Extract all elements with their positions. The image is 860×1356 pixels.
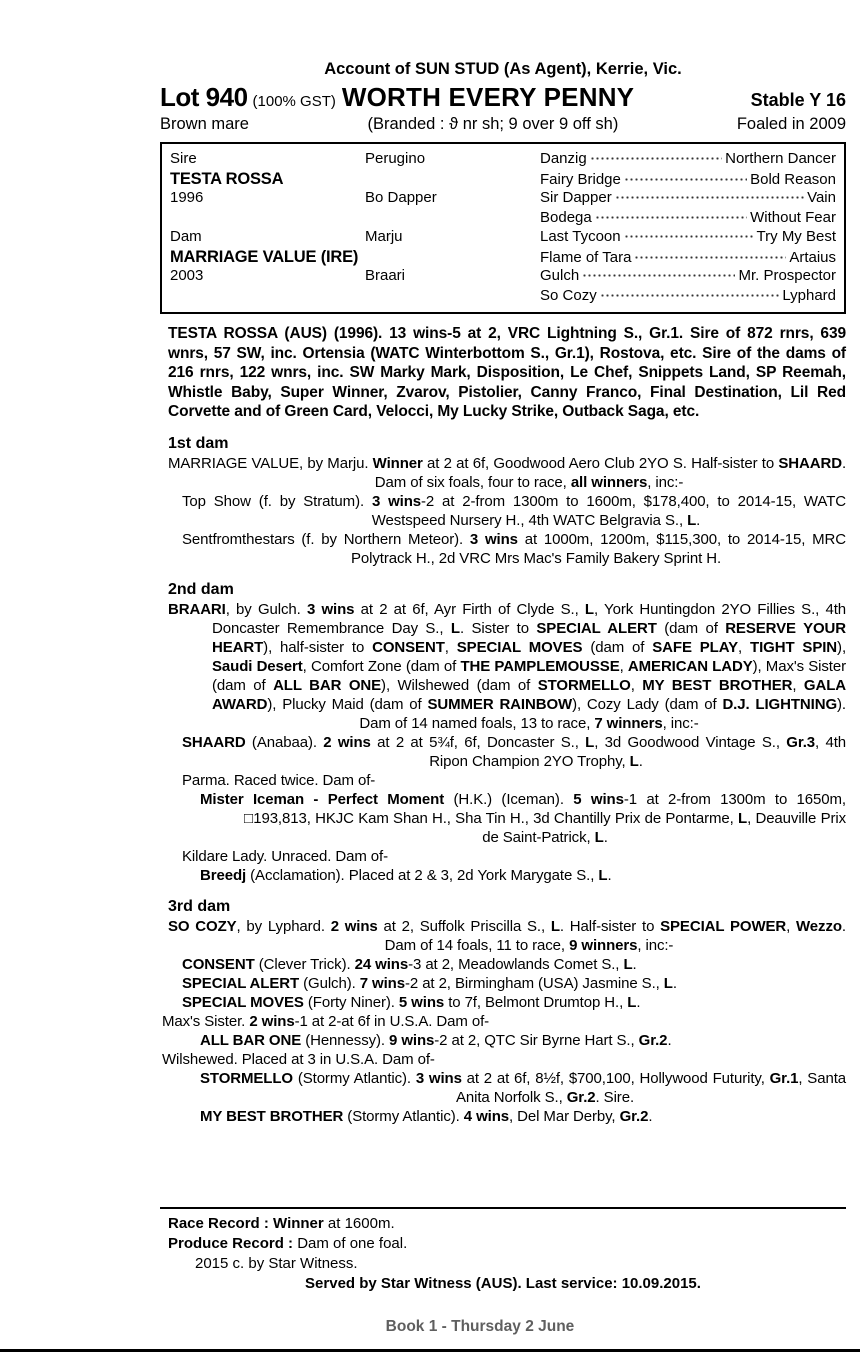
text-run: SUMMER RAINBOW bbox=[427, 695, 573, 713]
text-run: . Sire. bbox=[595, 1088, 635, 1106]
pedigree-leader-row bbox=[540, 287, 836, 304]
pedigree-paragraph bbox=[182, 847, 846, 866]
ancestor-dam: Vain bbox=[807, 189, 836, 206]
text-run: 24 wins bbox=[354, 955, 409, 973]
text-run: , bbox=[444, 638, 457, 656]
text-run: , 4th Ripon Champion 2YO Trophy, bbox=[429, 733, 847, 770]
text-run: 2 wins bbox=[323, 733, 371, 751]
pedigree-leader-row bbox=[540, 171, 836, 188]
text-run: 9 wins bbox=[389, 1031, 435, 1049]
text-run: 2 wins bbox=[249, 1012, 295, 1030]
text-run: 3 wins bbox=[306, 600, 355, 618]
text-run: . Dam of six foals, four to race, bbox=[374, 454, 847, 491]
ancestor-dam: Try My Best bbox=[756, 228, 836, 245]
text-run: at 2 at 6f, Goodwood Aero Club 2YO S. Half-sister to bbox=[422, 454, 779, 472]
text-run: Top Show (f. by Stratum). bbox=[182, 492, 372, 510]
text-run: , by Lyphard. bbox=[236, 917, 331, 935]
text-run: . Half-sister to bbox=[559, 917, 661, 935]
text-run: 4 wins bbox=[463, 1107, 510, 1125]
text-run: . bbox=[636, 993, 641, 1011]
text-run: Gr.2 bbox=[566, 1088, 596, 1106]
pedigree-leader-row bbox=[540, 209, 836, 226]
horse-name: WORTH EVERY PENNY bbox=[341, 82, 635, 112]
pedigree-parent-name: Marju bbox=[365, 228, 403, 245]
text-run: (Hennessy). bbox=[301, 1031, 390, 1049]
text-run: L bbox=[687, 511, 697, 529]
text-run: , bbox=[792, 676, 804, 694]
pedigree-row bbox=[170, 287, 836, 307]
text-run: Wilshewed. Placed at 3 in U.S.A. Dam of- bbox=[162, 1050, 435, 1068]
text-run: L bbox=[663, 974, 673, 992]
leader-dots bbox=[600, 287, 780, 300]
leader-dots bbox=[624, 171, 747, 184]
text-run: , Deauville Prix de Saint-Patrick, bbox=[482, 809, 847, 846]
text-run: 9 winners bbox=[569, 936, 638, 954]
pedigree-paragraph bbox=[200, 866, 846, 885]
text-run: , Comfort Zone (dam of bbox=[302, 657, 461, 675]
text-run: THE PAMPLEMOUSSE bbox=[460, 657, 620, 675]
pedigree-entry-name: Dam bbox=[170, 228, 202, 245]
text-run: 2015 c. by Star Witness. bbox=[195, 1255, 358, 1272]
ancestor-sire: Bodega bbox=[540, 208, 592, 226]
text-run: (Stormy Atlantic). bbox=[343, 1107, 464, 1125]
ancestor-dam: Mr. Prospector bbox=[738, 267, 836, 284]
text-run: 3 wins bbox=[415, 1069, 462, 1087]
gst-note: (100% GST) bbox=[252, 93, 336, 110]
text-run: Sentfromthestars (f. by Northern Meteor). bbox=[182, 530, 470, 548]
pedigree-row bbox=[170, 228, 836, 248]
text-run: . bbox=[696, 511, 701, 529]
pedigree-paragraph bbox=[182, 492, 846, 530]
text-run: , inc:- bbox=[637, 936, 674, 954]
text-run: ), bbox=[837, 638, 847, 656]
pedigree-paragraph bbox=[162, 1012, 846, 1031]
text-run: ), Cozy Lady (dam of bbox=[572, 695, 723, 713]
text-run: ), Wilshewed (dam of bbox=[381, 676, 538, 694]
text-run: (dam of bbox=[582, 638, 653, 656]
ancestor-sire: Fairy Bridge bbox=[540, 170, 621, 188]
text-run: STORMELLO bbox=[200, 1069, 293, 1087]
text-run: L bbox=[450, 619, 460, 637]
race-record-line bbox=[160, 1214, 846, 1234]
pedigree-paragraph bbox=[182, 530, 846, 568]
section-heading: 3rd dam bbox=[168, 897, 231, 915]
pedigree-paragraph bbox=[182, 993, 846, 1012]
pedigree-parent-name: Perugino bbox=[365, 150, 426, 167]
text-run: L bbox=[629, 752, 639, 770]
pedigree-paragraph bbox=[182, 974, 846, 993]
text-run: , inc:- bbox=[662, 714, 699, 732]
text-run: , Del Mar Derby, bbox=[509, 1107, 620, 1125]
text-run: TIGHT SPIN bbox=[750, 638, 838, 656]
text-run: at 1000m, 1200m, $115,300, to 2014-15, MRC Polytrack H., 2d VRC Mrs Mac's Family Bakery Sprint H. bbox=[350, 530, 847, 567]
pedigree-leader-row bbox=[540, 189, 836, 206]
text-run: -1 at 2-at 6f in U.S.A. Dam of- bbox=[294, 1012, 490, 1030]
ancestor-dam: Lyphard bbox=[782, 286, 836, 304]
section-2nd-dam bbox=[160, 581, 846, 885]
text-run: , York Huntingdon 2YO Fillies S., 4th Doncaster Remembrance Day S., bbox=[212, 600, 847, 637]
text-run: , bbox=[786, 917, 797, 935]
stable-reference: Stable Y 16 bbox=[750, 90, 846, 110]
ancestor-sire: Flame of Tara bbox=[540, 248, 632, 266]
pedigree-leader-row bbox=[540, 249, 836, 266]
leader-dots bbox=[595, 209, 747, 222]
text-run: . bbox=[638, 752, 643, 770]
text-run: . bbox=[667, 1031, 672, 1049]
text-run: 5 wins bbox=[398, 993, 445, 1011]
text-run: , 3d Goodwood Vintage S., bbox=[594, 733, 787, 751]
pedigree-paragraph bbox=[182, 771, 846, 790]
pedigree-paragraph bbox=[200, 1031, 846, 1050]
race-record-line bbox=[160, 1234, 846, 1254]
text-run: ), Plucky Maid (dam of bbox=[267, 695, 428, 713]
race-record-block bbox=[160, 1207, 846, 1294]
pedigree-entry-name: 2003 bbox=[170, 267, 204, 284]
pedigree-entry-name: MARRIAGE VALUE (IRE) bbox=[170, 247, 359, 266]
ancestor-sire: Last Tycoon bbox=[540, 228, 621, 245]
text-run: Kildare Lady. Unraced. Dam of- bbox=[182, 847, 388, 865]
pedigree-paragraph bbox=[182, 955, 846, 974]
text-run: SPECIAL POWER bbox=[660, 917, 787, 935]
text-run: SHAARD bbox=[778, 454, 842, 472]
text-run: L bbox=[738, 809, 748, 827]
text-run: L bbox=[594, 828, 604, 846]
ancestor-sire: Gulch bbox=[540, 267, 580, 284]
text-run: (dam of bbox=[656, 619, 726, 637]
text-run: . Dam of 14 foals, 11 to race, bbox=[384, 917, 846, 954]
text-run: 2 wins bbox=[330, 917, 378, 935]
info-row bbox=[160, 115, 846, 134]
text-run: -2 at 2, QTC Sir Byrne Hart S., bbox=[434, 1031, 639, 1049]
text-run: L bbox=[550, 917, 560, 935]
text-run: at 1600m. bbox=[323, 1215, 395, 1232]
text-run: (Anabaa). bbox=[245, 733, 324, 751]
text-run: SHAARD bbox=[182, 733, 246, 751]
text-run: (H.K.) (Iceman). bbox=[444, 790, 574, 808]
text-run: 7 wins bbox=[359, 974, 405, 992]
text-run: to 7f, Belmont Drumtop H., bbox=[444, 993, 628, 1011]
text-run: -2 at 2, Birmingham (USA) Jasmine S., bbox=[404, 974, 664, 992]
pedigree-entry-name: Sire bbox=[170, 150, 197, 167]
text-run: all winners bbox=[570, 473, 648, 491]
text-run: (Clever Trick). bbox=[254, 955, 355, 973]
text-run: 5 wins bbox=[573, 790, 624, 808]
text-run: -3 at 2, Meadowlands Comet S., bbox=[408, 955, 624, 973]
text-run: SO COZY bbox=[168, 917, 237, 935]
text-run: Wezzo bbox=[796, 917, 842, 935]
lot-row bbox=[160, 82, 846, 113]
text-run: 3 wins bbox=[469, 530, 518, 548]
text-run: AMERICAN LADY bbox=[627, 657, 753, 675]
text-run: Served by Star Witness (AUS). Last service: 10.09.2015. bbox=[305, 1275, 701, 1292]
text-run: L bbox=[585, 733, 595, 751]
text-run: . bbox=[648, 1107, 653, 1125]
section-3rd-dam bbox=[160, 898, 846, 1126]
pedigree-paragraph bbox=[182, 733, 846, 771]
text-run: 3 wins bbox=[371, 492, 422, 510]
ancestor-dam: Bold Reason bbox=[750, 170, 836, 188]
text-run: . bbox=[603, 828, 608, 846]
text-run: TESTA ROSSA (AUS) (1996). 13 wins-5 at 2, VRC Lightning S., Gr.1. Sire of 872 rnrs, 639 wnrs, 57 SW, inc. Ortensia (WATC Winterbottom S., Gr.1), Rostova, etc. Sire of the dams of 216 rnrs, 122 wnrs, inc. SW Marky Mark, Disposition, Le Chef, Snippets Land, SP Reemah, Whistle Baby, Super Winner, Zvarov, Pistolier, Canny Franco, Final Destination, Lil Red Corvette and of Green Card, Velocci, My Lucky Strike, Outback Saga, etc. bbox=[168, 325, 846, 420]
pedigree-box bbox=[160, 142, 846, 314]
text-run: L bbox=[623, 955, 633, 973]
pedigree-paragraph bbox=[168, 917, 846, 955]
section-1st-dam bbox=[160, 435, 846, 568]
text-run: L bbox=[598, 866, 608, 884]
pedigree-row bbox=[170, 209, 836, 229]
text-run: SAFE PLAY bbox=[652, 638, 739, 656]
text-run: SPECIAL ALERT bbox=[182, 974, 300, 992]
text-run: 7 winners bbox=[594, 714, 663, 732]
ancestor-sire: Danzig bbox=[540, 150, 587, 167]
pedigree-paragraph bbox=[200, 1069, 846, 1107]
text-run: . bbox=[632, 955, 637, 973]
text-run: . bbox=[672, 974, 677, 992]
text-run: SPECIAL ALERT bbox=[536, 619, 657, 637]
section-heading: 1st dam bbox=[168, 434, 229, 452]
pedigree-row bbox=[170, 150, 836, 170]
colour-sex: Brown mare bbox=[160, 115, 249, 133]
text-run: , inc:- bbox=[647, 473, 684, 491]
pedigree-leader-row bbox=[540, 228, 836, 245]
text-run: ), half-sister to bbox=[263, 638, 373, 656]
text-run: Gr.3 bbox=[786, 733, 816, 751]
pedigree-paragraph bbox=[200, 790, 846, 847]
text-run: ALL BAR ONE bbox=[200, 1031, 302, 1049]
text-run: CONSENT bbox=[372, 638, 445, 656]
text-run: Dam of one foal. bbox=[297, 1235, 408, 1252]
pedigree-row bbox=[170, 248, 836, 268]
text-run: Race Record : Winner bbox=[168, 1215, 324, 1232]
text-run: BRAARI bbox=[168, 600, 226, 618]
account-line: Account of SUN STUD (As Agent), Kerrie, Vic. bbox=[324, 60, 682, 78]
text-run: , Santa Anita Norfolk S., bbox=[455, 1069, 847, 1106]
text-run: Saudi Desert bbox=[212, 657, 303, 675]
ancestor-dam: Artaius bbox=[789, 248, 836, 266]
text-run: (Gulch). bbox=[299, 974, 360, 992]
text-run: Mister Iceman - Perfect Moment bbox=[200, 790, 445, 808]
sire-summary bbox=[160, 324, 846, 422]
pedigree-parent-name: Bo Dapper bbox=[365, 189, 437, 206]
text-run: CONSENT bbox=[182, 955, 255, 973]
text-run: at 2 at 6f, Ayr Firth of Clyde S., bbox=[354, 600, 585, 618]
text-run: , bbox=[619, 657, 628, 675]
pedigree-paragraph bbox=[168, 600, 846, 733]
pedigree-leader-row bbox=[540, 267, 836, 284]
text-run: Parma. Raced twice. Dam of- bbox=[182, 771, 376, 789]
text-run: GALA AWARD bbox=[212, 676, 846, 713]
text-run: at 2, Suffolk Priscilla S., bbox=[377, 917, 551, 935]
text-run: -2 at 2-from 1300m to 1600m, $178,400, to 2014-15, WATC Westspeed Nursery H., 4th WATC Belgravia S., bbox=[371, 492, 847, 529]
brand-description: (Branded : ϑ nr sh; 9 over 9 off sh) bbox=[367, 115, 619, 133]
leader-dots bbox=[590, 150, 722, 163]
text-run: D.J. LIGHTNING bbox=[722, 695, 838, 713]
pedigree-paragraph bbox=[168, 454, 846, 492]
text-run: Breedj bbox=[200, 866, 247, 884]
text-run: Gr.1 bbox=[769, 1069, 799, 1087]
text-run: Gr.2 bbox=[638, 1031, 668, 1049]
pedigree-row bbox=[170, 170, 836, 190]
text-run: ), Max's Sister (dam of bbox=[212, 657, 846, 694]
section-heading: 2nd dam bbox=[168, 580, 234, 598]
pedigree-row bbox=[170, 189, 836, 209]
lot-number: Lot 940 bbox=[160, 82, 248, 112]
text-run: -1 at 2-from 1300m to 1650m, □193,813, HKJC Kam Shan H., Sha Tin H., 3d Chantilly Prix de Pontarme, bbox=[244, 790, 846, 827]
text-run: L bbox=[627, 993, 637, 1011]
text-run: MY BEST BROTHER bbox=[642, 676, 793, 694]
session-footer: Book 1 - Thursday 2 June bbox=[385, 1318, 575, 1335]
text-run: RESERVE YOUR HEART bbox=[212, 619, 847, 656]
leader-dots bbox=[615, 189, 804, 202]
text-run: ALL BAR ONE bbox=[273, 676, 382, 694]
sections bbox=[160, 435, 846, 1126]
pedigree-parent-name: Braari bbox=[365, 267, 406, 284]
ancestor-dam: Without Fear bbox=[750, 208, 836, 226]
ancestor-dam: Northern Dancer bbox=[725, 150, 836, 167]
text-run: Winner bbox=[372, 454, 423, 472]
pedigree-rows bbox=[170, 150, 836, 306]
text-run: at 2 at 6f, 8½f, $700,100, Hollywood Futurity, bbox=[461, 1069, 770, 1087]
text-run: L bbox=[584, 600, 594, 618]
pedigree-paragraph bbox=[200, 1107, 846, 1126]
text-run: (Forty Niner). bbox=[303, 993, 399, 1011]
pedigree-leader-row bbox=[540, 150, 836, 167]
ancestor-sire: Sir Dapper bbox=[540, 189, 612, 206]
race-record-line bbox=[160, 1254, 846, 1274]
text-run: , by Gulch. bbox=[225, 600, 307, 618]
text-run: (Stormy Atlantic). bbox=[293, 1069, 416, 1087]
leader-dots bbox=[634, 249, 786, 262]
pedigree-entry-name: 1996 bbox=[170, 189, 204, 206]
text-run: , bbox=[738, 638, 751, 656]
text-run: Gr.2 bbox=[619, 1107, 649, 1125]
text-run: STORMELLO bbox=[537, 676, 631, 694]
ancestor-sire: So Cozy bbox=[540, 286, 597, 304]
pedigree-paragraph bbox=[162, 1050, 846, 1069]
text-run: (Acclamation). Placed at 2 & 3, 2d York Marygate S., bbox=[246, 866, 599, 884]
text-run: MY BEST BROTHER bbox=[200, 1107, 344, 1125]
text-run: . bbox=[607, 866, 612, 884]
text-run: at 2 at 5¾f, 6f, Doncaster S., bbox=[370, 733, 586, 751]
text-run: Produce Record : bbox=[168, 1235, 298, 1252]
leader-dots bbox=[582, 267, 735, 280]
race-record-line bbox=[160, 1274, 846, 1294]
content-area bbox=[160, 60, 846, 1126]
pedigree-entry-name: TESTA ROSSA bbox=[170, 169, 284, 188]
page-bottom-rule bbox=[0, 1349, 860, 1352]
text-run: ). Dam of 14 named foals, 13 to race, bbox=[359, 695, 846, 732]
text-run: SPECIAL MOVES bbox=[182, 993, 304, 1011]
text-run: , bbox=[630, 676, 643, 694]
leader-dots bbox=[624, 228, 754, 241]
text-run: Max's Sister. bbox=[162, 1012, 250, 1030]
text-run: SPECIAL MOVES bbox=[456, 638, 583, 656]
text-run: MARRIAGE VALUE, by Marju. bbox=[168, 454, 373, 472]
pedigree-row bbox=[170, 267, 836, 287]
foaled-year: Foaled in 2009 bbox=[736, 115, 846, 133]
text-run: . Sister to bbox=[459, 619, 537, 637]
